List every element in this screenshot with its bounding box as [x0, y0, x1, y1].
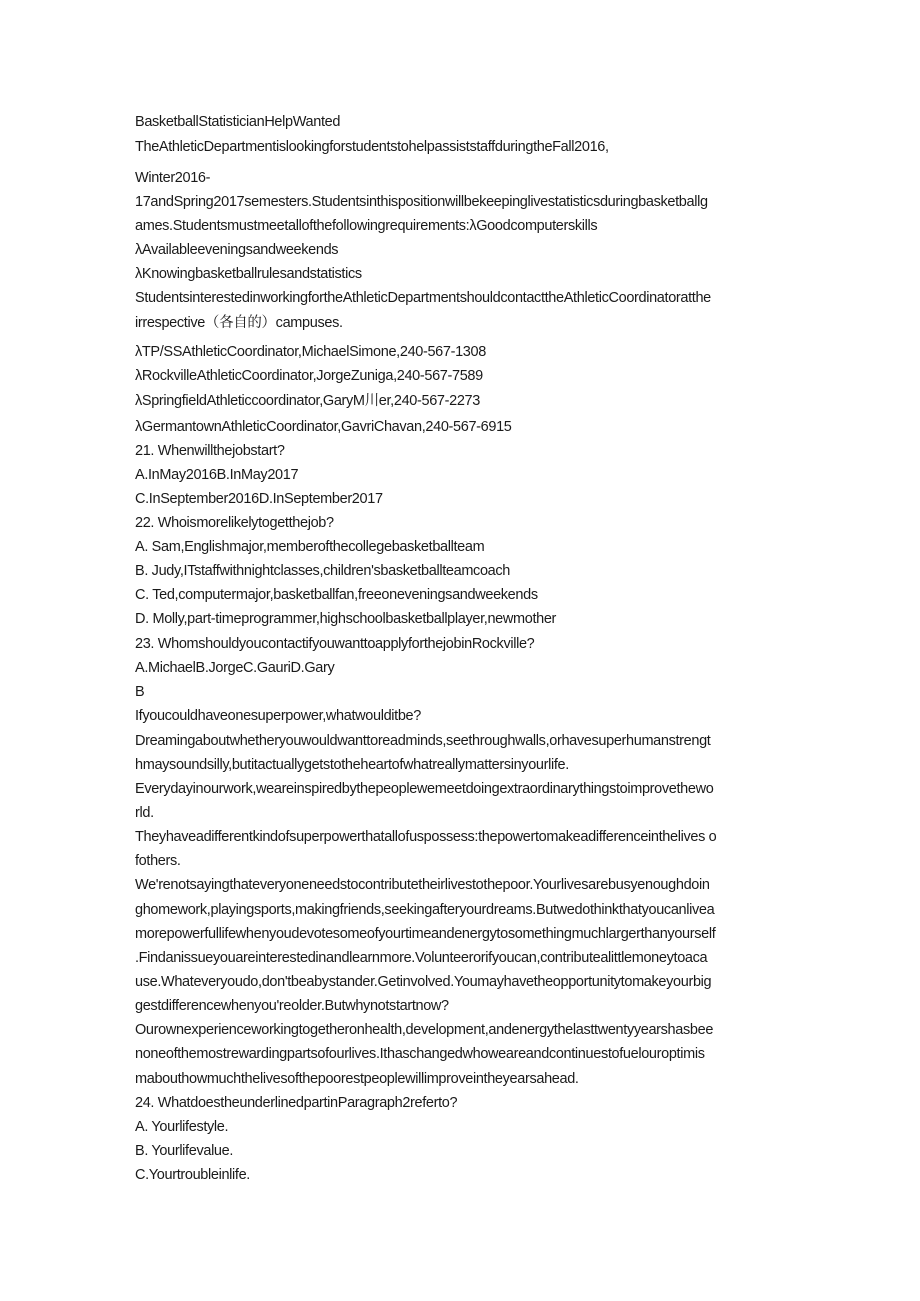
text-line: irrespective（各自的）campuses.	[135, 315, 343, 331]
text-line: noneofthemostrewardingpartsofourlives.Ithaschangedwhoweareandcontinuestofuelouroptimis	[135, 1046, 705, 1062]
text-line: Winter2016-	[135, 170, 211, 186]
question-21: 21. Whenwillthejobstart?	[135, 443, 285, 459]
text-line: We'renotsayingthateveryoneneedstocontributetheirlivestothepoor.Yourlivesarebusyenoughdoin	[135, 877, 710, 893]
contact-line: λSpringfieldAthleticcoordinator,GaryM川er,240-567-2273	[135, 393, 480, 409]
text-line: StudentsinterestedinworkingfortheAthleticDepartmentshouldcontacttheAthleticCoordinatoratthe	[135, 290, 711, 306]
answer-option: A. Sam,Englishmajor,memberofthecollegebasketballteam	[135, 539, 485, 555]
text-line: morepowerfullifewhenyoudevotesomeofyourtimeandenergytosomethingmuchlargerthanyourself	[135, 926, 716, 942]
answer-option: C.Yourtroubleinlife.	[135, 1167, 250, 1183]
text-line: λKnowingbasketballrulesandstatistics	[135, 266, 362, 282]
contact-line: λRockvilleAthleticCoordinator,JorgeZuniga,240-567-7589	[135, 368, 483, 384]
text-line: gestdifferencewhenyou'reolder.Butwhynotstartnow?	[135, 998, 449, 1014]
text-line: use.Whateveryoudo,don'tbeabystander.Getinvolved.Youmayhavetheopportunitytomakeyourbig	[135, 974, 712, 990]
text-line: fothers.	[135, 853, 181, 869]
text-line: ames.Studentsmustmeetallofthefollowingrequirements:λGoodcomputerskills	[135, 218, 598, 234]
question-23: 23. WhomshouldyoucontactifyouwanttoapplyforthejobinRockville?	[135, 636, 535, 652]
answer-option: B. Judy,ITstaffwithnightclasses,children'sbasketballteamcoach	[135, 563, 511, 579]
text-line: TheAthleticDepartmentislookingforstudentstohelpassiststaffduringtheFall2016,	[135, 139, 609, 155]
question-22: 22. Whoismorelikelytogetthejob?	[135, 515, 334, 531]
answer-option: A. Yourlifestyle.	[135, 1119, 229, 1135]
text-line: mabouthowmuchthelivesofthepoorestpeoplewillimproveintheyearsahead.	[135, 1071, 579, 1087]
answer-options: A.InMay2016B.InMay2017	[135, 467, 299, 483]
text-line: ghomework,playingsports,makingfriends,seekingafteryourdreams.Butwedothinkthatyoucanlivea	[135, 902, 715, 918]
text-line: .Findanissueyouareinterestedinandlearnmore.Volunteerorifyoucan,contributealittlemoneytoaca	[135, 950, 708, 966]
text-line: Ifyoucouldhaveonesuperpower,whatwoulditbe?	[135, 708, 421, 724]
text-line: Everydayinourwork,weareinspiredbythepeoplewemeetdoingextraordinarythingstoimprovethewo	[135, 781, 714, 797]
text-line: Ourownexperienceworkingtogetheronhealth,development,andenergythelasttwentyyearshasbee	[135, 1022, 714, 1038]
answer-option: B. Yourlifevalue.	[135, 1143, 234, 1159]
text-line: Dreamingaboutwhetheryouwouldwanttoreadminds,seethroughwalls,orhavesuperhumanstrengt	[135, 733, 711, 749]
text-line: 17andSpring2017semesters.Studentsinthispositionwillbekeepinglivestatisticsduringbasketballg	[135, 194, 708, 210]
contact-line: λTP/SSAthleticCoordinator,MichaelSimone,240-567-1308	[135, 344, 486, 360]
text-line: hmaysoundsilly,butitactuallygetstotheheartofwhatreallymattersinyourlife.	[135, 757, 569, 773]
answer-options: C.InSeptember2016D.InSeptember2017	[135, 491, 383, 507]
answer-option: C. Ted,computermajor,basketballfan,freeoneveningsandweekends	[135, 587, 538, 603]
text-line: Theyhaveadifferentkindofsuperpowerthatallofuspossess:thepowertomakeadifferenceinthelives o	[135, 829, 717, 845]
section-label: B	[135, 684, 145, 700]
question-24: 24. WhatdoestheunderlinedpartinParagraph2referto?	[135, 1095, 458, 1111]
contact-line: λGermantownAthleticCoordinator,GavriChavan,240-567-6915	[135, 419, 512, 435]
doc-title: BasketballStatisticianHelpWanted	[135, 114, 341, 130]
text-line: rld.	[135, 805, 154, 821]
answer-options: A.MichaelB.JorgeC.GauriD.Gary	[135, 660, 335, 676]
text-line: λAvailableeveningsandweekends	[135, 242, 339, 258]
answer-option: D. Molly,part-timeprogrammer,highschoolbasketballplayer,newmother	[135, 611, 557, 627]
